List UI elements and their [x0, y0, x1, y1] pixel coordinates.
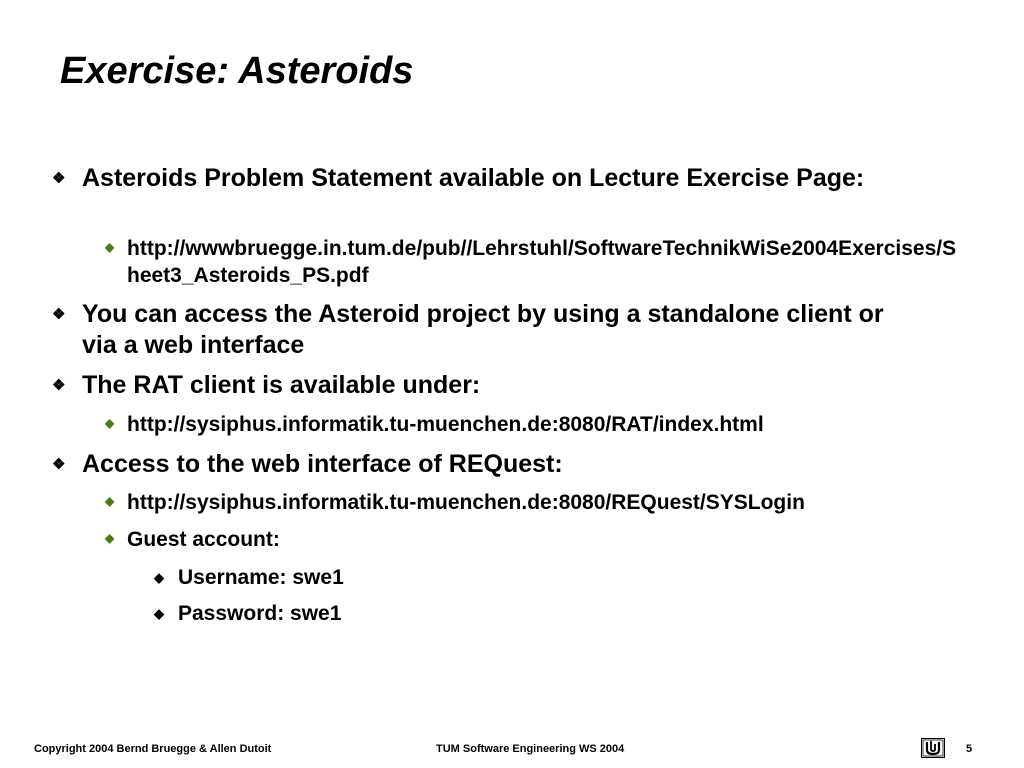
page-number: 5	[966, 743, 973, 755]
bullet-text: You can access the Asteroid project by using a standalone client or via a web interface	[82, 300, 884, 359]
small-diamond-bullet-icon: ◆	[154, 570, 164, 585]
footer-copyright: Copyright 2004 Bernd Bruegge & Allen Dutoit	[34, 743, 272, 755]
diamond-cross-bullet-icon: ❖	[52, 170, 66, 187]
bullet-password	[154, 600, 878, 627]
bullet-problem-statement	[52, 163, 922, 194]
bullet-guest-account	[105, 526, 967, 553]
small-diamond-bullet-icon: ◆	[154, 606, 164, 621]
tum-logo-icon	[921, 738, 945, 758]
bullet-text: Guest account:	[127, 528, 280, 551]
diamond-bullet-icon: ◆	[105, 416, 115, 430]
slide-title: Exercise: Asteroids	[60, 50, 414, 92]
diamond-bullet-icon: ◆	[105, 494, 115, 508]
bullet-username	[154, 564, 878, 591]
request-login-link[interactable]: http://sysiphus.informatik.tu-muenchen.de:8080/REQuest/SYSLogin	[127, 491, 805, 514]
bullet-request-web	[52, 449, 922, 480]
bullet-text: Username: swe1	[178, 566, 344, 589]
diamond-bullet-icon: ◆	[105, 240, 115, 254]
diamond-cross-bullet-icon: ❖	[52, 306, 66, 323]
bullet-request-url	[105, 489, 967, 516]
bullet-rat-url	[105, 411, 967, 438]
diamond-cross-bullet-icon: ❖	[52, 377, 66, 394]
bullet-text: Access to the web interface of REQuest:	[82, 450, 563, 478]
problem-statement-link[interactable]: http://wwwbruegge.in.tum.de/pub//Lehrstuhl/SoftwareTechnikWiSe2004Exercises/Sheet3_Asteroids_PS.pdf	[127, 237, 957, 287]
bullet-access-options	[52, 299, 922, 361]
bullet-problem-statement-url	[105, 235, 957, 289]
rat-client-link[interactable]: http://sysiphus.informatik.tu-muenchen.de:8080/RAT/index.html	[127, 413, 764, 436]
bullet-text: Password: swe1	[178, 602, 342, 625]
bullet-rat-client	[52, 370, 922, 401]
bullet-text: Asteroids Problem Statement available on Lecture Exercise Page:	[82, 164, 865, 192]
diamond-cross-bullet-icon: ❖	[52, 456, 66, 473]
bullet-text: The RAT client is available under:	[82, 371, 481, 399]
footer-course-title: TUM Software Engineering WS 2004	[436, 743, 625, 755]
diamond-bullet-icon: ◆	[105, 531, 115, 545]
